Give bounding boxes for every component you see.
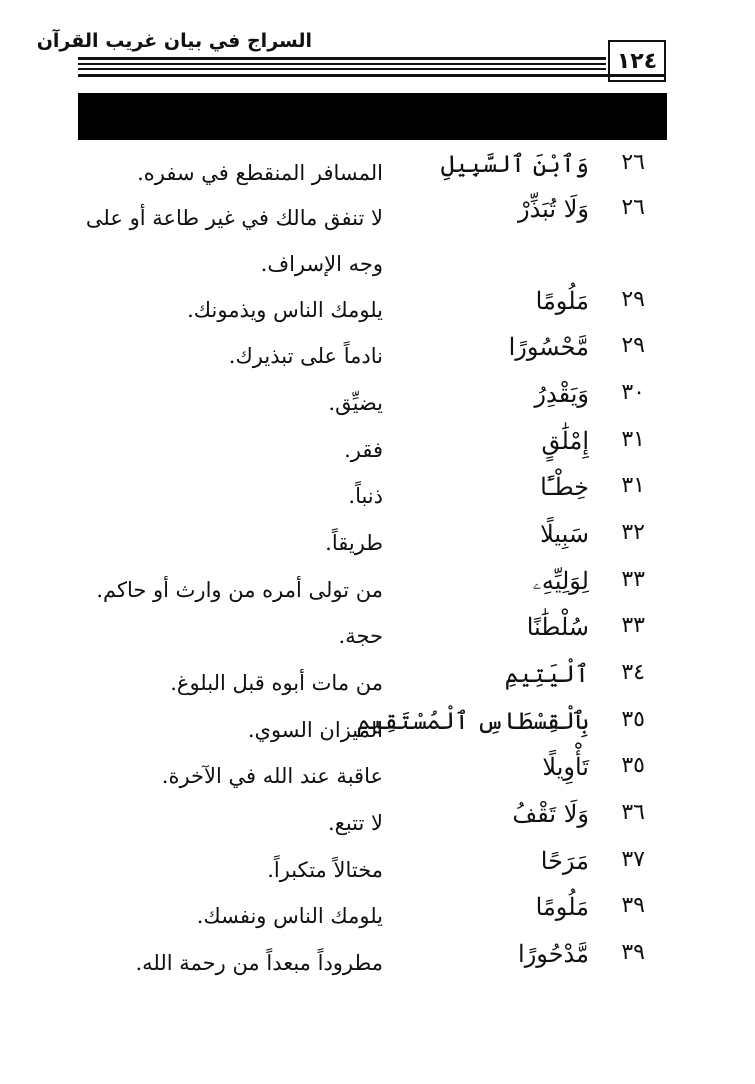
verse-number: ٣٩	[621, 940, 645, 965]
quran-word: وَيَقْدِرُ	[534, 380, 589, 408]
quran-word: تَأْوِيلًا	[542, 753, 589, 781]
word-meaning: يلومك الناس ويذمونك.	[187, 298, 383, 322]
word-meaning: مطروداً مبعداً من رحمة الله.	[135, 951, 383, 975]
verse-number: ٣٤	[621, 660, 645, 685]
word-meaning: طريقاً.	[325, 531, 383, 555]
quran-word: مَّحْسُورًا	[508, 333, 589, 361]
word-meaning: مختالاً متكبراً.	[267, 858, 383, 882]
word-meaning: لا تتبع.	[327, 811, 383, 835]
verse-number: ٣٣	[621, 567, 645, 592]
verse-number: ٣٢	[621, 520, 645, 545]
word-meaning: يضيِّق.	[328, 391, 383, 415]
word-meaning: الميزان السوي.	[247, 718, 383, 742]
quran-word: خِطْـًٔا	[540, 473, 589, 501]
word-meaning: فقر.	[344, 438, 383, 462]
word-meaning: يلومك الناس ونفسك.	[196, 904, 383, 928]
header-rule	[78, 57, 606, 60]
word-meaning: المسافر المنقطع في سفره.	[137, 161, 383, 185]
quran-word: وَٱبْنَ ٱلسَّبِيلِ	[440, 150, 589, 178]
quran-word: إِمْلَٰقٍ	[541, 427, 589, 455]
quran-word: مَّدْحُورًا	[518, 940, 589, 968]
verse-number: ٣١	[621, 473, 645, 498]
verse-number: ٣٥	[621, 707, 645, 732]
word-meaning: حجة.	[338, 624, 383, 648]
quran-word: ٱلْيَتِيمِ	[504, 660, 589, 688]
quran-word: وَلَا تَقْفُ	[512, 800, 589, 828]
verse-number: ٣٦	[621, 800, 645, 825]
word-meaning: لا تنفق مالك في غير طاعة أو على وجه الإسراف.	[85, 206, 383, 276]
verse-number: ٣١	[621, 427, 645, 452]
word-meaning: نادماً على تبذيرك.	[228, 344, 383, 368]
word-meaning: من مات أبوه قبل البلوغ.	[170, 671, 383, 695]
quran-word: مَلُومًا	[535, 287, 589, 315]
header-rule	[78, 63, 606, 65]
word-meaning: ذنباً.	[348, 484, 383, 508]
word-meaning: عاقبة عند الله في الآخرة.	[161, 764, 383, 788]
quran-word: بِٱلْقِسْطَاسِ ٱلْمُسْتَقِيمِ	[356, 707, 589, 735]
header-rule	[78, 74, 666, 77]
section-banner	[78, 93, 667, 140]
quran-word: مَرَحًا	[540, 847, 589, 875]
verse-number: ٢٦	[621, 150, 645, 175]
verse-number: ٢٦	[621, 195, 645, 220]
verse-number: ٢٩	[621, 333, 645, 358]
header-rule	[78, 68, 606, 70]
verse-number: ٣٣	[621, 613, 645, 638]
running-title: السراج في بيان غريب القرآن	[36, 30, 312, 52]
quran-word: سَبِيلًا	[540, 520, 589, 548]
quran-word: لِوَلِيِّهِۦ	[532, 567, 589, 595]
quran-word: سُلْطَٰنًا	[526, 613, 589, 641]
quran-word: مَلُومًا	[535, 893, 589, 921]
verse-number: ٣٥	[621, 753, 645, 778]
verse-number: ٢٩	[621, 287, 645, 312]
page-number: ١٢٤	[608, 40, 666, 82]
word-meaning: من تولى أمره من وارث أو حاكم.	[96, 578, 383, 602]
quran-word: وَلَا تُبَذِّرْ	[517, 195, 589, 223]
verse-number: ٣٠	[621, 380, 645, 405]
verse-number: ٣٩	[621, 893, 645, 918]
verse-number: ٣٧	[621, 847, 645, 872]
